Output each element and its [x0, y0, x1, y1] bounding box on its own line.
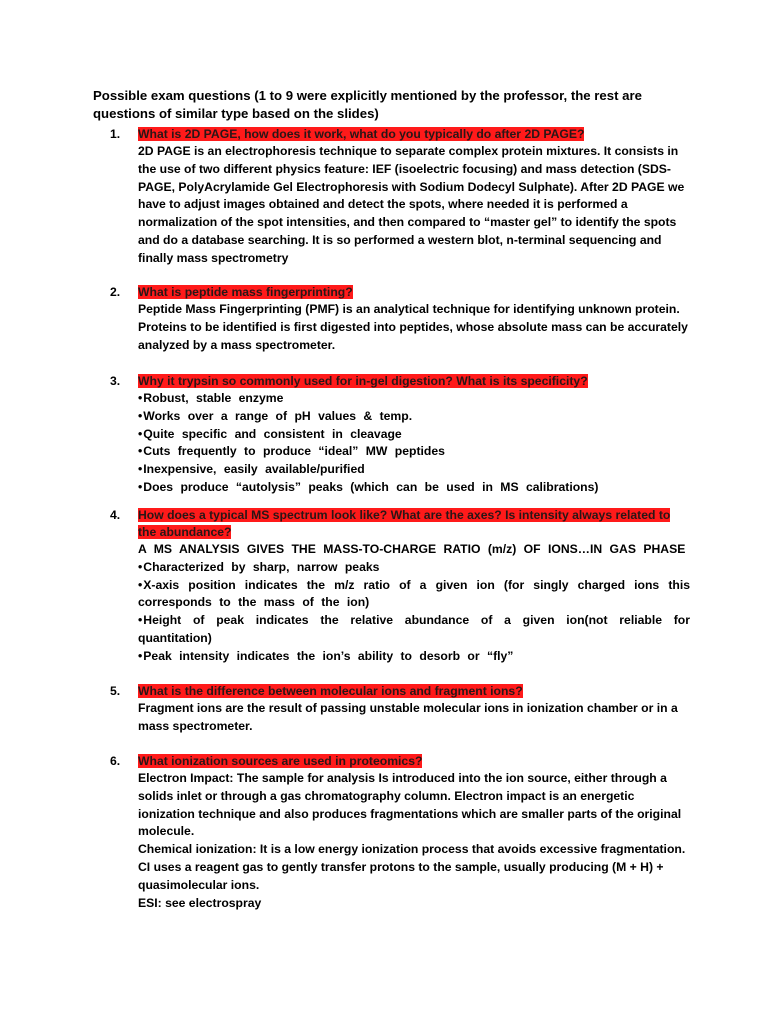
answer-text: Chemical ionization: It is a low energy ionization process that avoids excessive fragmentation. CI uses a reagent gas to gently transfer protons to the sample, usually producing (M + H) + quasimolecular ions. — [138, 842, 686, 892]
question-number: 3. — [110, 374, 121, 388]
question-title: Why it trypsin so commonly used for in-gel digestion? What is its specificity? — [138, 374, 588, 388]
answer — [138, 770, 690, 912]
document-heading: Possible exam questions (1 to 9 were explicitly mentioned by the professor, the rest are questions of similar type based on the slides) — [93, 88, 642, 121]
answer — [138, 541, 690, 666]
list-item: • Peak intensity indicates the ion’s ability to desorb or “fly” — [138, 648, 690, 666]
question-number: 1. — [110, 127, 121, 141]
list-item: • Does produce “autolysis” peaks (which can be used in MS calibrations) — [138, 479, 690, 497]
question-number: 4. — [110, 508, 121, 522]
list-item: • Inexpensive, easily available/purified — [138, 461, 690, 479]
question-title: What ionization sources are used in proteomics? — [138, 754, 423, 768]
answer — [138, 301, 690, 354]
list-item: • X-axis position indicates the m/z ratio of a given ion (for singly charged ions this corresponds to the mass of the ion) — [138, 577, 690, 613]
question-number: 5. — [110, 684, 121, 698]
question-number: 2. — [110, 285, 121, 299]
answer-text: Peptide Mass Fingerprinting (PMF) is an analytical technique for identifying unknown protein. Proteins to be identified is first digested into peptides, whose absolute mass can be accurately analyzed by a mass spectrometer. — [138, 302, 688, 352]
answer-text: Electron Impact: The sample for analysis Is introduced into the ion source, either through a solids inlet or through a gas chromatography column. Electron impact is an energetic ionization technique and also produces fragmentations which are smaller parts of the original molecule. — [138, 771, 682, 839]
question-title: What is the difference between molecular ions and fragment ions? — [138, 684, 523, 698]
question-6 — [110, 753, 690, 912]
question-title: What is peptide mass fingerprinting? — [138, 285, 353, 299]
question-2 — [110, 284, 690, 354]
list-item: • Works over a range of pH values & temp. — [138, 408, 690, 426]
question-4 — [110, 507, 690, 666]
answer-text: ESI: see electrospray — [138, 895, 262, 910]
answer — [138, 700, 690, 736]
answer-text: Fragment ions are the result of passing unstable molecular ions in ionization chamber or in a mass spectrometer. — [138, 701, 678, 733]
question-3 — [110, 373, 690, 497]
question-title: How does a typical MS spectrum look like? What are the axes? Is intensity always related to the abundance? — [138, 508, 671, 539]
question-number: 6. — [110, 754, 121, 768]
answer-text: 2D PAGE is an electrophoresis technique to separate complex protein mixtures. It consists in the use of two different physics feature: IEF (isoelectric focusing) and mass detection (SDS-PAGE, PolyAcrylamide Gel Electrophoresis with Sodium Dodecyl Sulphate). After 2D PAGE we have to adjust images obtained and detect the spots, where needed it is performed a normalization of the spot intensities, and then compared to “master gel” to identify the spots and do a database searching. It is so performed a western blot, n-terminal sequencing and finally mass spectrometry — [138, 144, 685, 265]
answer — [138, 390, 690, 497]
bullet-list — [138, 390, 690, 497]
bullet-list — [138, 559, 690, 666]
question-1 — [110, 126, 690, 268]
list-item: • Height of peak indicates the relative abundance of a given ion(not reliable for quantitation) — [138, 612, 690, 648]
answer — [138, 143, 690, 268]
list-item: • Quite specific and consistent in cleavage — [138, 426, 690, 444]
question-5 — [110, 683, 690, 736]
list-item: • Characterized by sharp, narrow peaks — [138, 559, 690, 577]
list-item: • Robust, stable enzyme — [138, 390, 690, 408]
question-title: What is 2D PAGE, how does it work, what do you typically do after 2D PAGE? — [138, 127, 585, 141]
list-item: • Cuts frequently to produce “ideal” MW peptides — [138, 443, 690, 461]
answer-text: A MS ANALYSIS GIVES THE MASS-TO-CHARGE RATIO (m/z) OF IONS…IN GAS PHASE — [138, 542, 686, 556]
